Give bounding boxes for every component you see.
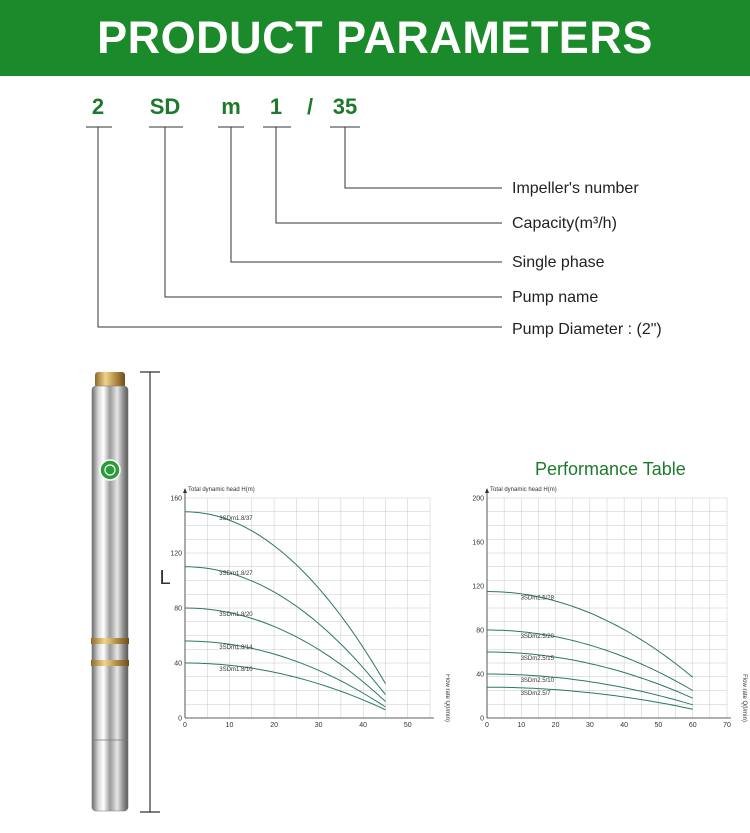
chart1-x-tick: 30: [314, 722, 323, 729]
chart1-x-tick: 40: [359, 722, 368, 729]
chart2-y-tick: 160: [472, 539, 484, 547]
chart2-series-label: 3SDm2.5/28: [520, 595, 554, 602]
chart1-x-tick: 50: [403, 722, 412, 729]
chart2-x-tick: 70: [723, 722, 731, 729]
pump-band-bottom: [91, 660, 129, 666]
chart1-series-line: [185, 608, 386, 702]
code-part-diameter: 2: [91, 94, 105, 119]
dimension-label: L: [159, 567, 171, 589]
desc-capacity: Capacity(m³/h): [512, 215, 617, 232]
chart2-x-tick: 40: [620, 722, 629, 729]
code-part-impellers: 35: [332, 94, 358, 119]
chart1-x-tick: 20: [270, 722, 278, 729]
performance-chart-2: [462, 478, 750, 740]
performance-chart-1: [160, 478, 450, 740]
chart1-grid: [185, 498, 430, 718]
chart1-series-line: [185, 663, 386, 710]
chart2-x-tick: 50: [654, 722, 663, 729]
chart1-x-label: Flow rate Q(l/min): [444, 674, 450, 722]
desc-name: Pump name: [512, 289, 599, 306]
code-part-name: SD: [149, 94, 181, 119]
chart2-y-tick: 80: [476, 627, 484, 635]
chart1-y-label: Total dynamic head H(m): [188, 487, 255, 493]
chart1-y-tick: 0: [178, 715, 182, 723]
chart1-series-label: 3SDm1.8/27: [219, 570, 253, 577]
chart1-series-label: 3SDm1.8/10: [219, 667, 253, 673]
performance-title: Performance Table: [535, 459, 686, 479]
chart2-x-tick: 30: [585, 722, 594, 729]
brass-outlet: [95, 372, 125, 388]
leader-lines: [98, 127, 502, 327]
chart1-y-tick: 120: [170, 550, 182, 558]
chart1-x-tick: 0: [183, 722, 187, 729]
chart1-series-label: 3SDm1.8/14: [219, 645, 253, 651]
chart1-y-tick: 160: [170, 495, 182, 503]
model-code-diagram: [0, 76, 750, 348]
chart1-series-label: 3SDm1.8/37: [219, 515, 253, 522]
chart2-series-label: 3SDm2.5/20: [520, 634, 554, 640]
chart2-series-label: 3SDm2.5/15: [520, 656, 554, 662]
chart2-x-tick: 10: [517, 722, 526, 729]
desc-diameter: Pump Diameter : (2"): [512, 321, 662, 338]
chart1-x-tick: 10: [225, 722, 234, 729]
page-title: PRODUCT PARAMETERS: [97, 12, 653, 63]
chart2-y-label: Total dynamic head H(m): [490, 487, 557, 493]
chart2-y-tick: 40: [476, 671, 484, 679]
chart1-y-tick: 40: [174, 660, 182, 668]
code-part-phase: m: [221, 94, 241, 119]
dimension-line: [140, 372, 160, 812]
chart2-series-label: 3SDm2.5/10: [520, 678, 554, 684]
pump-body: [92, 386, 128, 811]
header-banner: [0, 0, 750, 76]
chart2-x-tick: 20: [551, 722, 560, 729]
chart2-x-tick: 0: [485, 722, 489, 729]
chart1-y-tick: 80: [174, 605, 182, 613]
chart2-y-tick: 120: [472, 583, 484, 591]
desc-phase: Single phase: [512, 254, 605, 271]
chart2-y-tick: 0: [480, 715, 484, 723]
brand-logo-icon: [100, 460, 120, 480]
code-part-capacity: 1: [269, 94, 283, 119]
pump-band-top: [91, 638, 129, 644]
chart2-x-tick: 60: [688, 722, 697, 729]
desc-impellers: Impeller's number: [512, 180, 639, 197]
chart2-x-label: Flow rate Q(l/min): [741, 674, 747, 722]
chart1-series-label: 3SDm1.8/20: [219, 612, 253, 618]
chart2-y-tick: 200: [472, 495, 484, 503]
chart2-series-label: 3SDm2.5/7: [520, 691, 551, 698]
code-part-slash: /: [306, 94, 314, 119]
